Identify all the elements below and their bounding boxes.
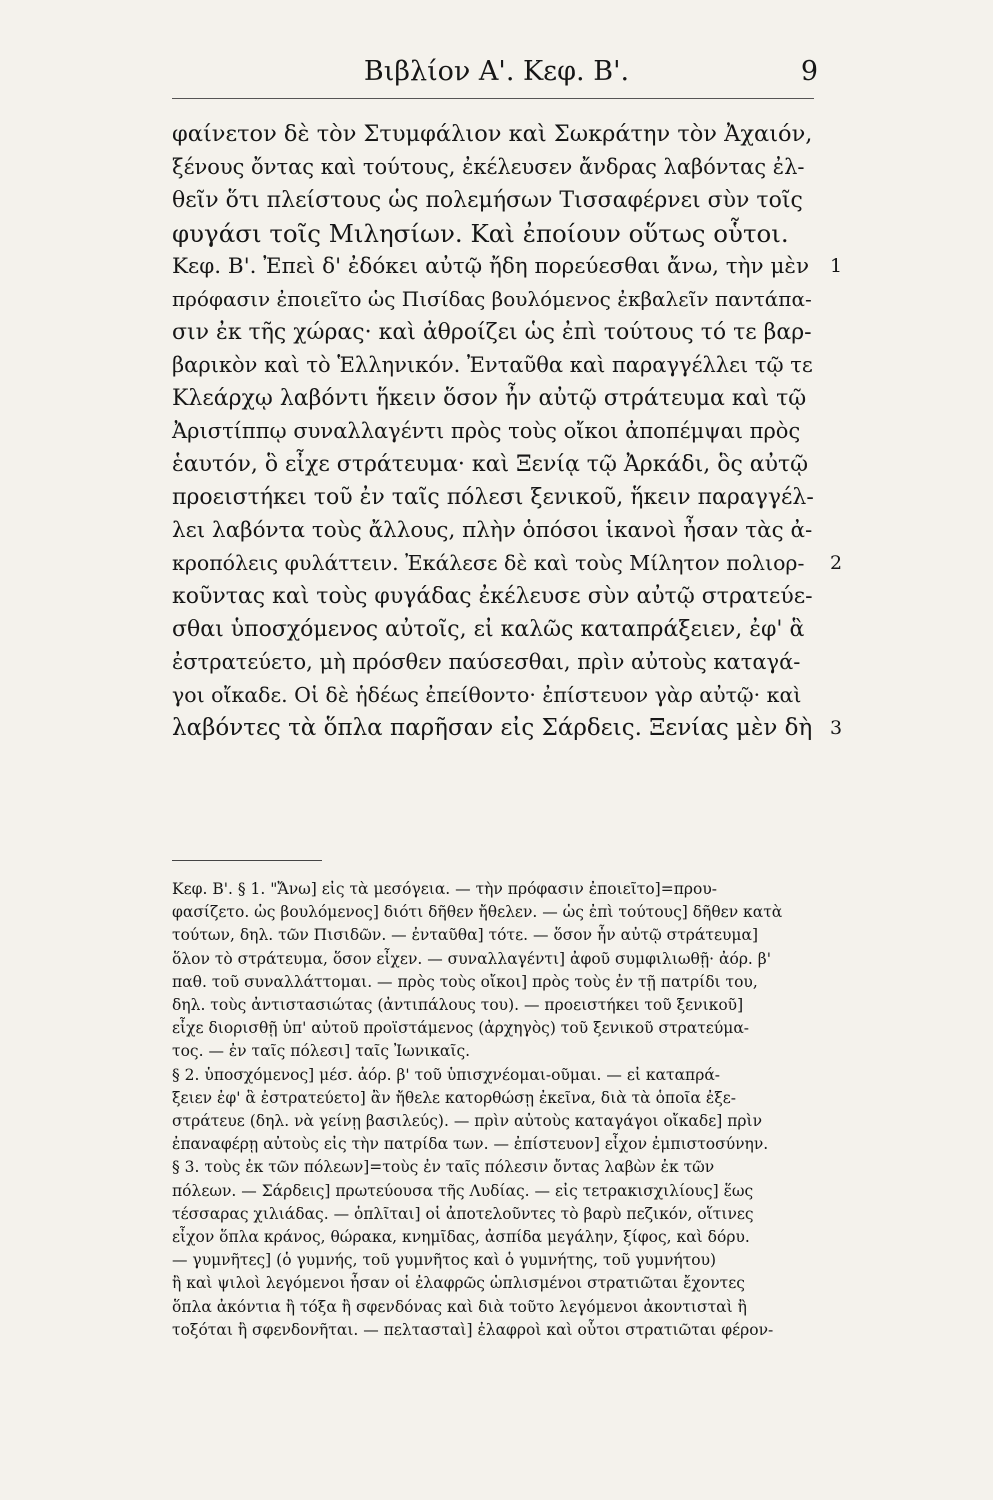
text-line: προειστήκει τοῦ ἐν ταῖς πόλεσι ξενικοῦ, ἥκειν παραγγέλ- [172,485,814,510]
text-line: κοῦντας καὶ τοὺς φυγάδας ἐκέλευσε σὺν αὐτῷ στρατεύε- [172,584,813,609]
text-line: λαβόντες τὰ ὅπλα παρῆσαν εἰς Σάρδεις. Ξενίας μὲν δὴ [172,715,813,741]
footnote-line: § 3. τοὺς ἐκ τῶν πόλεων]=τοὺς ἐν ταῖς πόλεσιν ὄντας λαβὼν ἐκ τῶν [172,1158,715,1177]
section-number: 1 [830,255,843,277]
text-line: κροπόλεις φυλάττειν. Ἐκάλεσε δὲ καὶ τοὺς Μίλητον πολιορ- [172,551,805,575]
footnote-line: φασίζετο. ὡς βουλόμενος] διότι δῆθεν ἤθελεν. — ὡς ἐπὶ τούτους] δῆθεν κατὰ [172,903,783,922]
text-line: Ἀριστίππῳ συναλλαγέντι πρὸς τοὺς οἴκοι ἀποπέμψαι πρὸς [172,419,801,443]
header-rule [172,98,814,99]
text-line: θεῖν ὅτι πλείστους ὡς πολεμήσων Τισσαφέρνει σὺν τοῖς [172,188,803,213]
text-line: Κλεάρχῳ λαβόντι ἥκειν ὅσον ἦν αὐτῷ στράτευμα καὶ τῷ [172,386,807,411]
footnote-line: ἢ καὶ ψιλοὶ λεγόμενοι ἦσαν οἱ ἐλαφρῶς ὡπλισμένοι στρατιῶται ἔχοντες [172,1274,745,1293]
text-line: φαίνετον δὲ τὸν Στυμφάλιον καὶ Σωκράτην τὸν Ἀχαιόν, [172,121,813,147]
footnote-line: § 2. ὑποσχόμενος] μέσ. ἀόρ. β' τοῦ ὑπισχνέομαι-οῦμαι. — εἰ καταπρά- [172,1065,721,1084]
text-line: λει λαβόντα τοὺς ἄλλους, πλὴν ὁπόσοι ἱκανοὶ ἦσαν τὰς ἀ- [172,518,813,543]
page-number: 9 [800,56,818,87]
footnote-line: τέσσαρας χιλιάδας. — ὁπλῖται] οἱ ἀποτελοῦντες τὸ βαρὺ πεζικόν, οἵτινες [172,1204,754,1223]
footnote-line: ξειεν ἐφ' ἃ ἐστρατεύετο] ἂν ἤθελε κατορθώσῃ ἐκεῖνα, διὰ τὰ ὁποῖα ἐξε- [172,1088,737,1107]
text-line: σθαι ὑποσχόμενος αὐτοῖς, εἰ καλῶς καταπράξειεν, ἐφ' ἃ [172,617,805,642]
footnote-line: Κεφ. Β'. § 1. "Ἄνω] εἰς τὰ μεσόγεια. — τὴν πρόφασιν ἐποιεῖτο]=πρου- [172,880,717,898]
footnote-line: δηλ. τοὺς ἀντιστασιώτας (ἀντιπάλους του). — προειστήκει τοῦ ξενικοῦ] [172,996,744,1014]
text-line: πρόφασιν ἐποιεῖτο ὡς Πισίδας βουλόμενος ἐκβαλεῖν παντάπα- [172,287,812,311]
footnote-rule [172,860,322,861]
footnote-line: εἶχον ὅπλα κράνος, θώρακα, κνημῖδας, ἀσπίδα μεγάλην, ξίφος, καὶ δόρυ. [172,1228,750,1246]
footnote-line: εἶχε διορισθῇ ὑπ' αὐτοῦ προϊστάμενος (ἀρχηγὸς) τοῦ ξενικοῦ στρατεύμα- [172,1019,750,1038]
footnote-line: παθ. τοῦ συναλλάττομαι. — πρὸς τοὺς οἴκοι] πρὸς τοὺς ἐν τῇ πατρίδι του, [172,972,758,991]
text-line: ξένους ὄντας καὶ τούτους, ἐκέλευσεν ἄνδρας λαβόντας ἐλ- [172,155,805,179]
running-head [0,56,993,96]
footnote-line: στράτευε (δηλ. νὰ γείνῃ βασιλεύς). — πρὶν αὐτοὺς καταγάγοι οἴκαδε] πρὶν [172,1112,763,1130]
chapter-opening-line: Κεφ. Β'. Ἐπεὶ δ' ἐδόκει αὐτῷ ἤδη πορεύεσθαι ἄνω, τὴν μὲν [172,254,810,279]
footnote-line: ὅλον τὸ στράτευμα, ὅσον εἶχεν. — συναλλαγέντι] ἀφοῦ συμφιλιωθῇ· ἀόρ. β' [172,949,772,968]
text-line: ἐστρατεύετο, μὴ πρόσθεν παύσεσθαι, πρὶν αὐτοὺς καταγά- [172,650,801,674]
text-line: ἑαυτόν, ὃ εἶχε στράτευμα· καὶ Ξενίᾳ τῷ Ἀρκάδι, ὃς αὐτῷ [172,452,809,477]
text-line: γοι οἴκαδε. Οἱ δὲ ἡδέως ἐπείθοντο· ἐπίστευον γὰρ αὐτῷ· καὶ [172,683,802,707]
footnote-line: — γυμνῆτες] (ὁ γυμνής, τοῦ γυμνῆτος καὶ ὁ γυμνήτης, τοῦ γυμνήτου) [172,1251,717,1270]
running-title: Βιβλίον Α'. Κεφ. Β'. [363,56,630,87]
text-line: σιν ἐκ τῆς χώρας· καὶ ἀθροίζει ὡς ἐπὶ τούτους τό τε βαρ- [172,320,812,345]
section-number: 3 [830,717,843,739]
text-line: φυγάσι τοῖς Μιλησίων. Καὶ ἐποίουν οὕτως οὗτοι. [172,219,789,248]
footnote-line: πόλεων. — Σάρδεις] πρωτεύουσα τῆς Λυδίας. — εἰς τετρακισχιλίους] ἕως [172,1181,754,1200]
text-line: βαρικὸν καὶ τὸ Ἑλληνικόν. Ἐνταῦθα καὶ παραγγέλλει τῷ τε [172,353,813,377]
footnote-line: τούτων, δηλ. τῶν Πισιδῶν. — ἐνταῦθα] τότε. — ὅσον ἦν αὐτῷ στράτευμα] [172,926,758,945]
section-number: 2 [830,552,843,574]
footnote-line: ὅπλα ἀκόντια ἢ τόξα ἢ σφενδόνας καὶ διὰ τοῦτο λεγόμενοι ἀκοντισταὶ ἢ [172,1297,747,1316]
footnote-line: τοξόται ἢ σφενδονῆται. — πελτασταὶ] ἐλαφροὶ καὶ οὗτοι στρατιῶται φέρον- [172,1320,774,1339]
footnote-line: ἐπαναφέρῃ αὐτοὺς εἰς τὴν πατρίδα των. — ἐπίστευον] εἶχον ἐμπιστοσύνην. [172,1135,769,1154]
footnote-line: τος. — ἐν ταῖς πόλεσι] ταῖς Ἰωνικαῖς. [172,1042,471,1061]
